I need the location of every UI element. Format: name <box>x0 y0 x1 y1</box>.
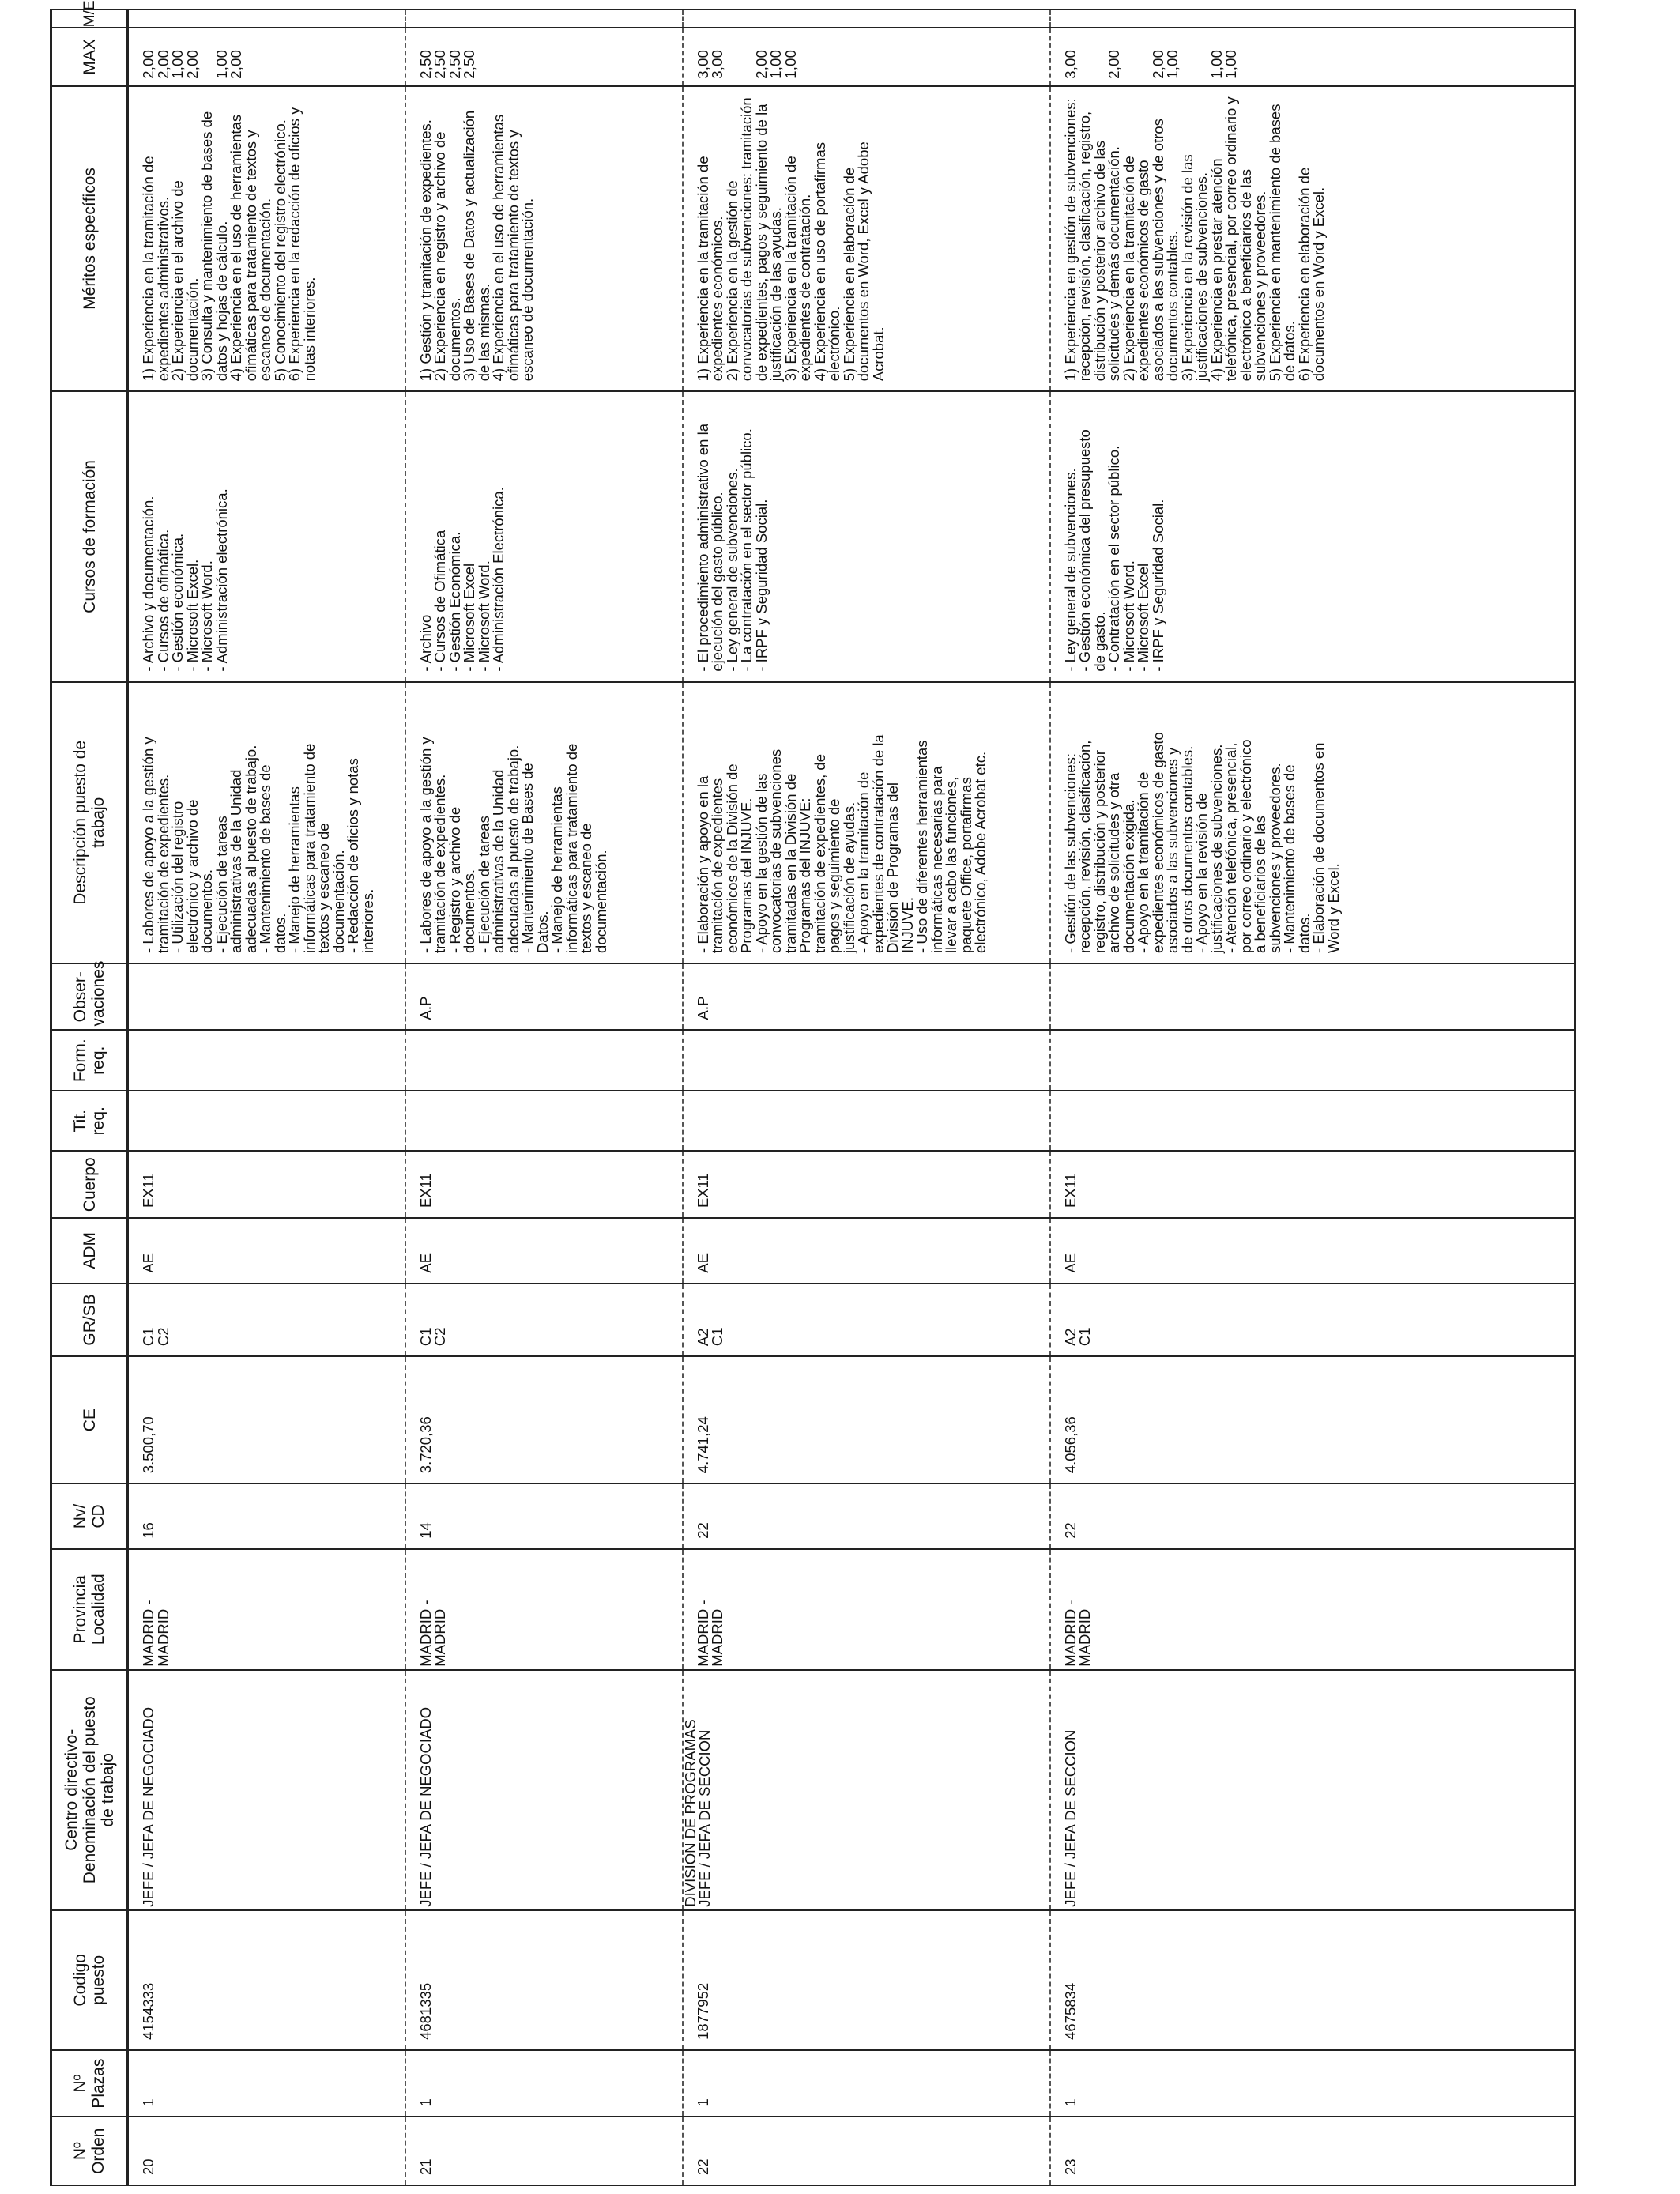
col-header-meritos: Méritos específicos <box>51 86 128 392</box>
cell-observaciones: A.P <box>683 963 1050 1031</box>
cell-descripcion: - Gestión de las subvenciones: recepción, revisión, clasificación, registro, distribución y posterior archivo de solicitudes y otra documentación exigida. - Apoyo en la tramitación de expedientes económicos de gasto asociados a las subvenciones y de otros documentos contables. - Apoyo en la revisión de justificaciones de subvenciones. - Atención telefónica, presencial, por correo ordinario y electrónico a beneficiarios de las subvenciones y proveedores. - Mantenimiento de bases de datos. - Elaboración de documentos en Word y Excel. <box>1050 682 1576 963</box>
cell-adm: AE <box>1050 1218 1576 1284</box>
cell-nivel: 16 <box>128 1483 405 1549</box>
cell-max: 2,00 2,00 1,00 2,00 1,00 2,00 <box>128 28 405 85</box>
cell-ce: 3.720,36 <box>405 1356 683 1483</box>
col-header-nivel: Nv/ CD <box>51 1483 128 1549</box>
cell-meritos: 1) Experiencia en la tramitación de expedientes económicos. 2) Experiencia en la gestión de convocatorias de subvenciones: tramitación de expedientes, pagos y seguimiento de la justificación de las ayudas. 3) Experiencia en la tramitación de expedientes de contratación. 4) Experiencia en uso de portafirmas electrónico. 5) Experiencia en elaboración de documentos en Word, Excel y Adobe Acrobat. <box>683 86 1050 392</box>
cell-descripcion: - Labores de apoyo a la gestión y tramitación de expedientes. - Registro y archivo de documentos. - Ejecución de tareas administrativas de la Unidad adecuadas al puesto de trabajo. - Mantenimiento de Bases de Datos. - Manejo de herramientas informáticas para tratamiento de textos y escaneo de documentación. <box>405 682 683 963</box>
col-header-adm: ADM <box>51 1218 128 1284</box>
cell-max: 3,00 2,00 2,00 1,00 1,00 1,00 <box>1050 28 1576 85</box>
cell-codigo: 1877952 <box>683 1910 1050 2050</box>
cell-centro: JEFE / JEFA DE SECCION <box>1050 1670 1576 1910</box>
cell-centro: DIVISION DE PROGRAMAS JEFE / JEFA DE SECCION <box>683 1670 1050 1910</box>
cell-nivel: 22 <box>1050 1483 1576 1549</box>
cell-form <box>128 1031 405 1091</box>
cell-provincia: MADRID - MADRID <box>405 1549 683 1670</box>
cell-meritos: 1) Gestión y tramitación de expedientes. 2) Experiencia en registro y archivo de documentos. 3) Uso de Bases de Datos y actualización de las mismas. 4) Experiencia en el uso de herramientas ofimáticas para tratamiento de textos y escaneo de documentación. <box>405 86 683 392</box>
cell-nivel: 14 <box>405 1483 683 1549</box>
cell-grupo: C1 C2 <box>128 1284 405 1357</box>
cell-nivel: 22 <box>683 1483 1050 1549</box>
cell-tit <box>1050 1091 1576 1152</box>
cell-ce: 4.056,36 <box>1050 1356 1576 1483</box>
cell-cuerpo: EX11 <box>683 1152 1050 1219</box>
cell-centro: JEFE / JEFA DE NEGOCIADO <box>128 1670 405 1910</box>
table-row <box>1050 9 1576 2185</box>
cell-provincia: MADRID - MADRID <box>1050 1549 1576 1670</box>
cell-provincia: MADRID - MADRID <box>128 1549 405 1670</box>
cell-tit <box>128 1091 405 1152</box>
col-header-me: M/E <box>51 9 128 28</box>
cell-tit <box>405 1091 683 1152</box>
col-header-descripcion: Descripción puesto de trabajo <box>51 682 128 963</box>
cell-max: 2,50 2,50 2,50 2,50 <box>405 28 683 85</box>
col-header-orden: Nº Orden <box>51 2117 128 2185</box>
cell-plazas: 1 <box>405 2050 683 2117</box>
cell-me <box>683 9 1050 28</box>
cell-meritos: 1) Experiencia en gestión de subvenciones: recepción, revisión, clasificación, registro, distribución y posterior archivo de las solicitudes y demás documentación. 2) Experiencia en la tramitación de expedientes económicos de gasto asociados a las subvenciones y de otros documentos contables. 3) Experiencia en la revisión de las justificaciones de subvenciones. 4) Experiencia en prestar atención telefónica, presencial, por correo ordinario y electrónico a beneficiarios de las subvenciones y proveedores. 5) Experiencia en mantenimiento de bases de datos. 6) Experiencia en elaboración de documentos en Word y Excel. <box>1050 86 1576 392</box>
cell-orden: 23 <box>1050 2117 1576 2185</box>
cell-ce: 4.741,24 <box>683 1356 1050 1483</box>
cell-cursos: - Ley general de subvenciones. - Gestión económica del presupuesto de gasto. - Contratación en el sector público. - Microsoft Word. - Microsoft Excel - IRPF y Seguridad Social. <box>1050 391 1576 681</box>
cell-cuerpo: EX11 <box>1050 1152 1576 1219</box>
cell-grupo: A2 C1 <box>683 1284 1050 1357</box>
cell-plazas: 1 <box>683 2050 1050 2117</box>
cell-max: 3,00 3,00 2,00 1,00 1,00 <box>683 28 1050 85</box>
cell-orden: 20 <box>128 2117 405 2185</box>
cell-codigo: 4681335 <box>405 1910 683 2050</box>
table-row <box>683 9 1050 2185</box>
col-header-plazas: Nº Plazas <box>51 2050 128 2117</box>
cell-observaciones <box>128 963 405 1031</box>
cell-me <box>1050 9 1576 28</box>
col-header-form: Form. req. <box>51 1031 128 1091</box>
cell-adm: AE <box>405 1218 683 1284</box>
cell-form <box>405 1031 683 1091</box>
cell-plazas: 1 <box>1050 2050 1576 2117</box>
rotated-table-sheet <box>50 0 1576 2186</box>
col-header-provincia: Provincia Localidad <box>51 1549 128 1670</box>
cell-meritos: 1) Experiencia en la tramitación de expedientes administrativos. 2) Experiencia en el archivo de documentación. 3) Consulta y mantenimiento de bases de datos y hojas de cálculo. 4) Experiencia en el uso de herramientas ofimáticas para tratamiento de textos y escaneo de documentación. 5) Conocimiento del registro electrónico. 6) Experiencia en la redacción de oficios y notas interiores. <box>128 86 405 392</box>
table-row <box>128 9 405 2185</box>
cell-centro: JEFE / JEFA DE NEGOCIADO <box>405 1670 683 1910</box>
col-header-observaciones: Obser- vaciones <box>51 963 128 1031</box>
cell-me <box>405 9 683 28</box>
cell-adm: AE <box>128 1218 405 1284</box>
cell-form <box>1050 1031 1576 1091</box>
cell-cuerpo: EX11 <box>405 1152 683 1219</box>
cell-descripcion: - Elaboración y apoyo en la tramitación de expedientes económicos de la División de Programas del INJUVE. - Apoyo en la gestión de las convocatorias de subvenciones tramitadas en la División de Programas del INJUVE: tramitación de expedientes, de pagos y seguimiento de justificación de ayudas. - Apoyo en la tramitación de expedientes de contratación de la División de Programas del INJUVE. - Uso de diferentes herramientas informáticas necesarias para llevar a cabo las funciones, paquete Office, portafirmas electrónico, Adobe Acrobat etc. <box>683 682 1050 963</box>
cell-orden: 22 <box>683 2117 1050 2185</box>
cell-descripcion: - Labores de apoyo a la gestión y tramitación de expedientes. - Utilización del registro electrónico y archivo de documentos. - Ejecución de tareas administrativas de la Unidad adecuadas al puesto de trabajo. - Mantenimiento de bases de datos. - Manejo de herramientas informáticas para tratamiento de textos y escaneo de documentación. - Redacción de oficios y notas interiores. <box>128 682 405 963</box>
cell-ce: 3.500,70 <box>128 1356 405 1483</box>
cell-adm: AE <box>683 1218 1050 1284</box>
col-header-codigo: Codigo puesto <box>51 1910 128 2050</box>
col-header-cursos: Cursos de formación <box>51 391 128 681</box>
cell-codigo: 4675834 <box>1050 1910 1576 2050</box>
cell-me <box>128 9 405 28</box>
col-header-cuerpo: Cuerpo <box>51 1152 128 1219</box>
cell-grupo: A2 C1 <box>1050 1284 1576 1357</box>
cell-observaciones <box>1050 963 1576 1031</box>
job-positions-table <box>50 0 1576 2186</box>
table-header-row <box>51 9 128 2185</box>
cell-provincia: MADRID - MADRID <box>683 1549 1050 1670</box>
cell-cursos: - El procedimiento administrativo en la ejecución del gasto público. - Ley general de subvenciones. - La contratación en el sector público. - IRPF y Seguridad Social. <box>683 391 1050 681</box>
col-header-max: MAX <box>51 28 128 85</box>
col-header-tit: Tit. req. <box>51 1091 128 1152</box>
table-row <box>405 9 683 2185</box>
col-header-centro: Centro directivo- Denominación del puesto de trabajo <box>51 1670 128 1910</box>
cell-codigo: 4154333 <box>128 1910 405 2050</box>
col-header-ce: CE <box>51 1356 128 1483</box>
cell-cursos: - Archivo - Cursos de Ofimática - Gestión Económica. - Microsoft Excel - Microsoft Word. - Administración Electrónica. <box>405 391 683 681</box>
cell-tit <box>683 1091 1050 1152</box>
cell-cuerpo: EX11 <box>128 1152 405 1219</box>
cell-form <box>683 1031 1050 1091</box>
cell-orden: 21 <box>405 2117 683 2185</box>
cell-cursos: - Archivo y documentación. - Cursos de ofimática. - Gestión económica. - Microsoft Excel. - Microsoft Word. - Administración electrónica. <box>128 391 405 681</box>
cell-grupo: C1 C2 <box>405 1284 683 1357</box>
cell-observaciones: A.P <box>405 963 683 1031</box>
col-header-grupo: GR/SB <box>51 1284 128 1357</box>
cell-plazas: 1 <box>128 2050 405 2117</box>
